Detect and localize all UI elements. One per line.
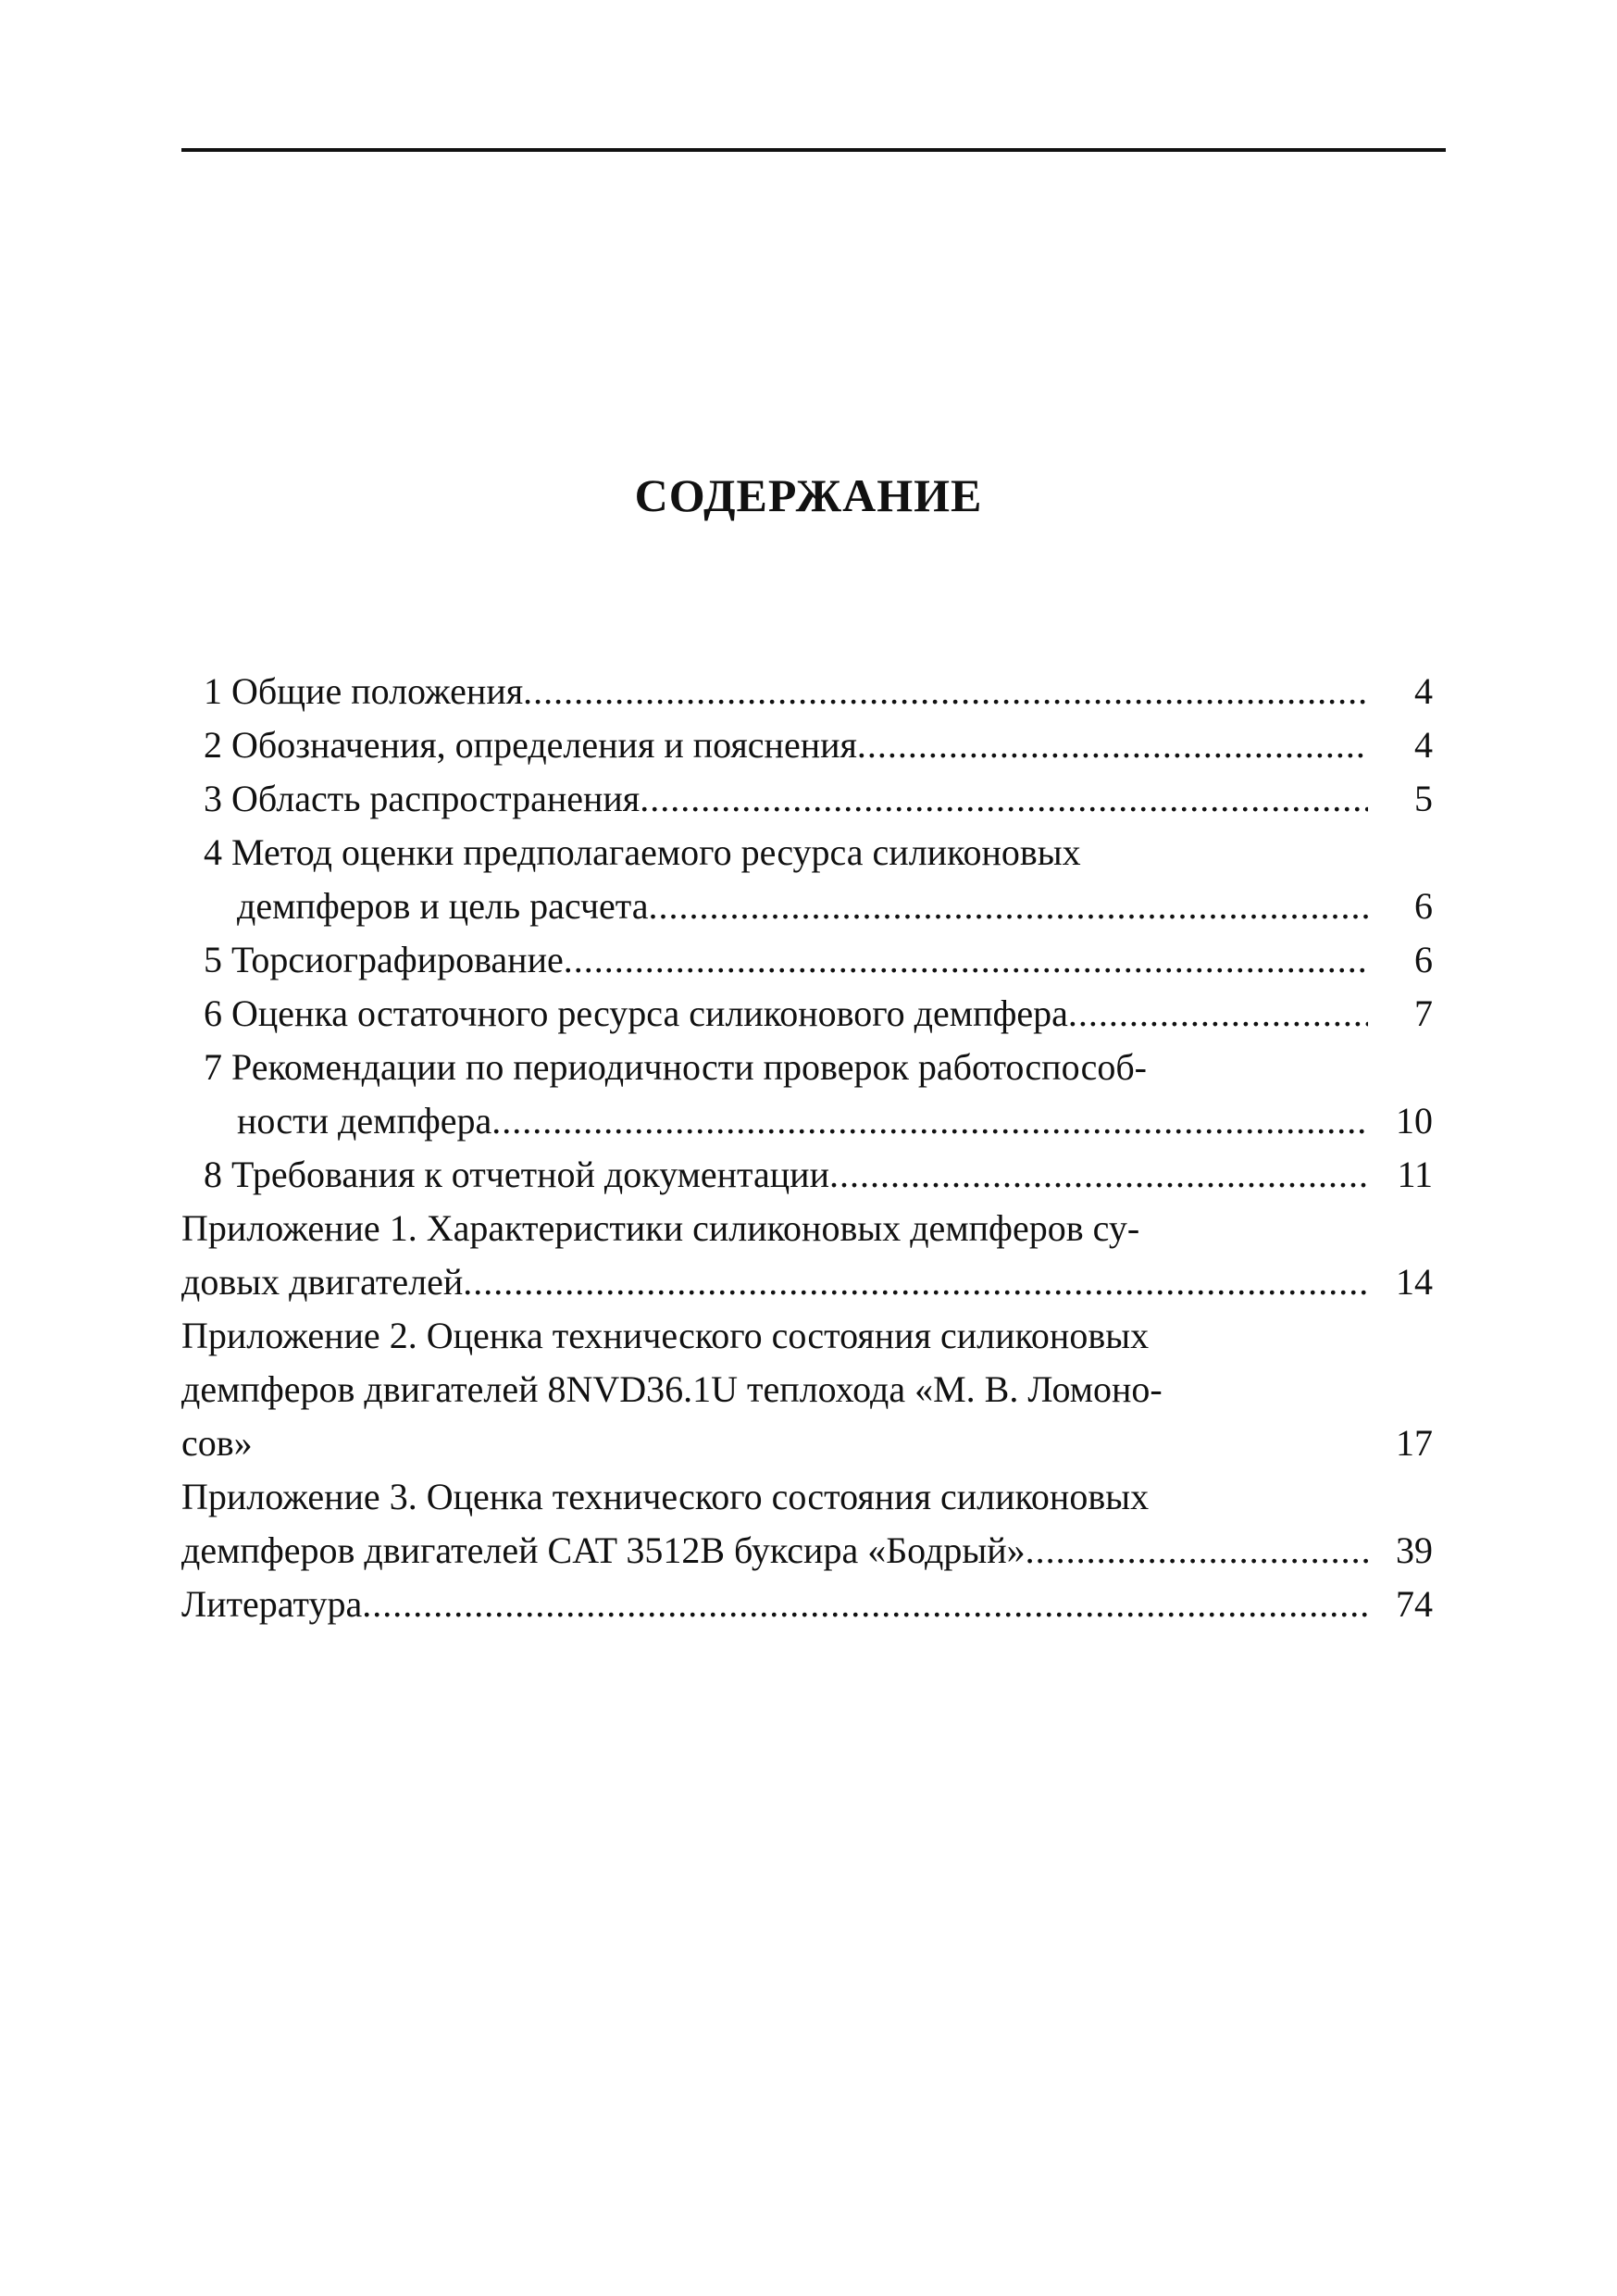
toc-entry[interactable] bbox=[181, 1470, 1433, 1578]
toc-entry[interactable] bbox=[181, 1148, 1433, 1202]
header-rule bbox=[181, 148, 1446, 152]
toc-entry-text: 7 Рекомендации по периодичности проверок работоспособ- bbox=[204, 1046, 1148, 1088]
dot-leader bbox=[463, 1255, 1368, 1309]
toc-entry[interactable] bbox=[181, 826, 1433, 933]
dot-leader bbox=[1026, 1524, 1368, 1578]
toc-entry-text: Приложение 1. Характеристики силиконовых демпферов су- bbox=[181, 1207, 1140, 1249]
toc-entry[interactable] bbox=[181, 665, 1433, 718]
page-number: 10 bbox=[1396, 1100, 1433, 1142]
dot-leader bbox=[648, 880, 1368, 933]
page-number: 4 bbox=[1414, 670, 1433, 712]
toc-entry-text: 4 Метод оценки предполагаемого ресурса силиконовых bbox=[204, 831, 1081, 873]
page-number: 11 bbox=[1397, 1154, 1433, 1195]
toc-entry-text: 5 Торсиографирование bbox=[204, 939, 564, 980]
page-number: 4 bbox=[1414, 724, 1433, 766]
toc-entry-text: 1 Общие положения bbox=[204, 670, 524, 712]
toc-entry[interactable] bbox=[181, 772, 1433, 826]
dot-leader bbox=[829, 1148, 1368, 1202]
toc-entry[interactable] bbox=[181, 1041, 1433, 1148]
dot-leader bbox=[491, 1094, 1368, 1148]
page-number: 6 bbox=[1414, 939, 1433, 980]
toc-entry-text: Приложение 2. Оценка технического состояния силиконовых bbox=[181, 1315, 1150, 1356]
table-of-contents bbox=[181, 665, 1433, 1631]
toc-entry[interactable] bbox=[181, 1202, 1433, 1309]
toc-entry[interactable] bbox=[181, 1309, 1433, 1470]
page-number: 39 bbox=[1396, 1529, 1433, 1571]
toc-entry-text: 8 Требования к отчетной документации bbox=[204, 1154, 829, 1195]
toc-entry-text: демпферов двигателей CAT 3512B буксира «Бодрый» bbox=[181, 1529, 1026, 1571]
page-title: СОДЕРЖАНИЕ bbox=[634, 469, 983, 521]
dot-leader bbox=[362, 1578, 1368, 1631]
page-number: 5 bbox=[1414, 778, 1433, 819]
toc-entry-text: ности демпфера bbox=[237, 1100, 492, 1142]
toc-entry-text: 3 Область распространения bbox=[204, 778, 641, 819]
dot-leader bbox=[523, 665, 1368, 718]
page-number: 74 bbox=[1396, 1583, 1433, 1625]
toc-entry-text: 2 Обозначения, определения и пояснения bbox=[204, 724, 857, 766]
toc-entry[interactable] bbox=[181, 1578, 1433, 1631]
page-number: 6 bbox=[1414, 885, 1433, 927]
page-number: 14 bbox=[1396, 1261, 1433, 1303]
toc-entry-text: сов» bbox=[181, 1422, 253, 1464]
toc-entry-text: демпферов двигателей 8NVD36.1U теплохода «М. В. Ломоно- bbox=[181, 1368, 1163, 1410]
toc-entry-text: Литература bbox=[181, 1583, 363, 1625]
page-number: 7 bbox=[1414, 992, 1433, 1034]
toc-entry-text: довых двигателей bbox=[181, 1261, 464, 1303]
toc-entry[interactable] bbox=[181, 718, 1433, 772]
toc-entry[interactable] bbox=[181, 933, 1433, 987]
dot-leader bbox=[564, 933, 1368, 987]
toc-entry-text: Приложение 3. Оценка технического состояния силиконовых bbox=[181, 1476, 1150, 1517]
page-number: 17 bbox=[1396, 1422, 1433, 1464]
toc-entry-text: демпферов и цель расчета bbox=[237, 885, 649, 927]
dot-leader bbox=[1068, 987, 1368, 1041]
dot-leader bbox=[857, 718, 1368, 772]
toc-entry[interactable] bbox=[181, 987, 1433, 1041]
dot-leader bbox=[640, 772, 1368, 826]
toc-entry-text: 6 Оценка остаточного ресурса силиконового демпфера bbox=[204, 992, 1068, 1034]
